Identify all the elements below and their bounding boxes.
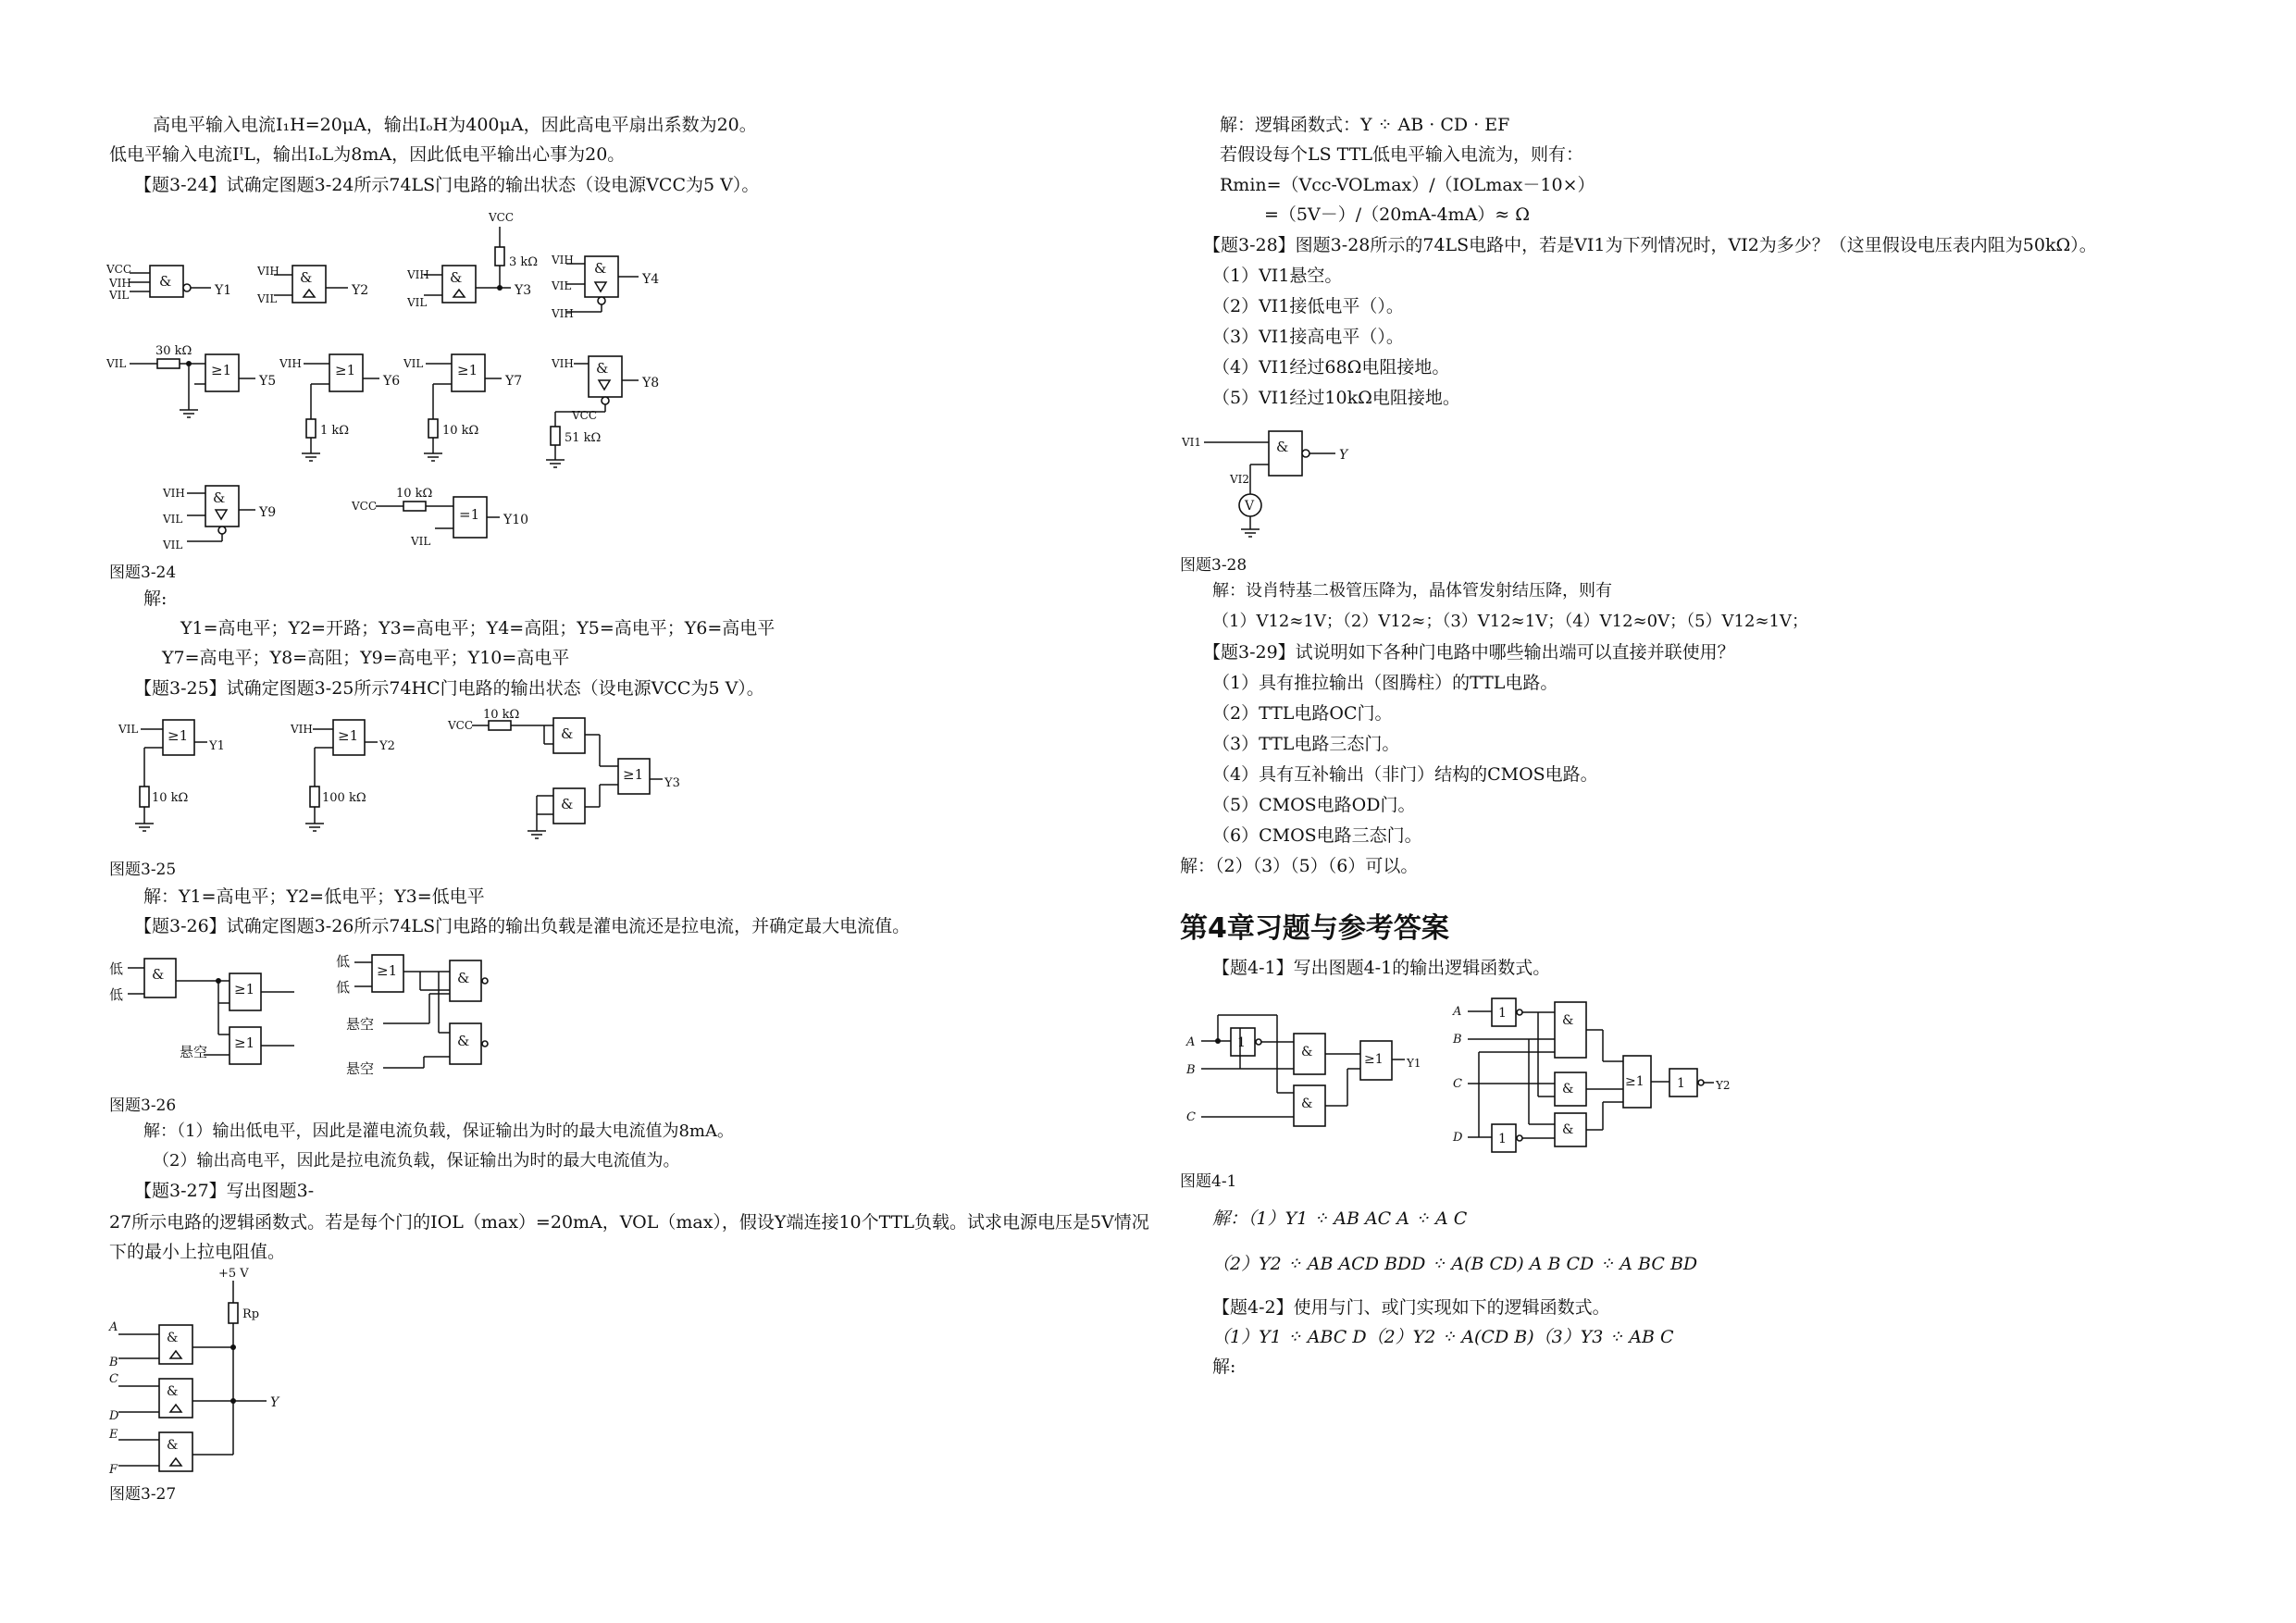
svg-text:VIL: VIL <box>109 289 130 302</box>
svg-text:Y3: Y3 <box>664 776 680 790</box>
svg-text:≥1: ≥1 <box>234 1035 255 1051</box>
figure-3-24 <box>102 208 685 560</box>
svg-text:悬空: 悬空 <box>180 1044 208 1060</box>
svg-text:C: C <box>109 1372 118 1386</box>
question-3-25: 【题3-25】试确定图题3-25所示74HC门电路的输出状态（设电源VCC为5 V）。 <box>134 678 764 699</box>
question-3-27-cont: 27所示电路的逻辑函数式。若是每个门的IOL（max）=20mA，VOL（max），假设Y端连接10个TTL负载。试求电源电压是5V情况 <box>109 1212 1149 1233</box>
question-3-27: 【题3-27】写出图题3- <box>134 1181 315 1201</box>
svg-text:VIL: VIL <box>407 296 428 309</box>
figure-3-28 <box>1180 426 1365 564</box>
svg-text:Y5: Y5 <box>259 374 277 389</box>
question-3-29-item: （2）TTL电路OC门。 <box>1212 703 1393 724</box>
svg-text:悬空: 悬空 <box>346 1060 375 1077</box>
question-4-2-items: （1）Y1 ⁘ ABC D（2）Y2 ⁘ A(CD B)（3）Y3 ⁘ AB C <box>1212 1327 1674 1347</box>
svg-text:30 kΩ: 30 kΩ <box>155 344 192 358</box>
svg-text:≥1: ≥1 <box>1364 1052 1384 1067</box>
svg-text:≥1: ≥1 <box>338 727 359 744</box>
svg-text:VIH: VIH <box>163 487 185 500</box>
svg-text:VCC: VCC <box>489 211 515 224</box>
svg-text:≥1: ≥1 <box>211 362 232 378</box>
question-3-28-item: （2）VI1接低电平（）。 <box>1212 296 1404 316</box>
answer-3-27-line3: Rmin=（Vcc-VOLmax）/（IOLmax－10×） <box>1220 175 1595 195</box>
answer-3-28-line1: 解：设肖特基二极管压降为，晶体管发射结压降，则有 <box>1212 581 1612 601</box>
question-3-29-item: （3）TTL电路三态门。 <box>1212 734 1400 754</box>
answer-4-1-line2: （2）Y2 ⁘ AB ACD BDD ⁘ A(B CD) A B CD ⁘ A BC BD <box>1212 1254 1698 1274</box>
svg-text:&: & <box>1276 439 1289 455</box>
svg-text:10 kΩ: 10 kΩ <box>442 424 479 438</box>
svg-text:51 kΩ: 51 kΩ <box>565 431 602 445</box>
answer-label: 解: <box>143 588 168 609</box>
svg-text:&: & <box>1562 1013 1574 1028</box>
svg-text:1: 1 <box>1498 1006 1507 1021</box>
svg-text:V: V <box>1245 499 1255 514</box>
svg-text:10 kΩ: 10 kΩ <box>152 791 189 805</box>
svg-text:Y2: Y2 <box>379 739 395 753</box>
svg-text:&: & <box>596 360 609 377</box>
figure-3-25 <box>109 708 701 849</box>
svg-text:10 kΩ: 10 kΩ <box>483 708 520 722</box>
svg-text:&: & <box>167 1331 179 1345</box>
svg-text:&: & <box>152 966 165 983</box>
question-3-29-item: （5）CMOS电路OD门。 <box>1212 795 1416 815</box>
question-4-1: 【题4-1】写出图题4-1的输出逻辑函数式。 <box>1212 958 1551 978</box>
svg-text:≥1: ≥1 <box>168 727 189 744</box>
svg-text:Y4: Y4 <box>642 272 660 287</box>
svg-text:A: A <box>109 1320 118 1334</box>
svg-text:VIL: VIL <box>403 357 424 370</box>
answer-3-29: 解：（2）（3）（5）（6）可以。 <box>1180 856 1419 876</box>
question-4-2: 【题4-2】使用与门、或门实现如下的逻辑函数式。 <box>1212 1297 1610 1318</box>
question-3-27-cont2: 下的最小上拉电阻值。 <box>109 1242 286 1262</box>
svg-text:&: & <box>1301 1096 1313 1111</box>
svg-text:VIH: VIH <box>257 265 279 278</box>
svg-text:悬空: 悬空 <box>346 1016 375 1033</box>
svg-text:VIL: VIL <box>163 539 183 551</box>
svg-text:低: 低 <box>336 979 351 996</box>
svg-text:&: & <box>300 269 313 286</box>
question-3-28: 【题3-28】图题3-28所示的74LS电路中，若是VI1为下列情况时，VI2为多少？（这里假设电压表内阻为50kΩ）。 <box>1203 235 2097 255</box>
svg-text:Y10: Y10 <box>503 513 529 527</box>
svg-text:Y: Y <box>1339 448 1348 463</box>
svg-text:Y2: Y2 <box>352 283 369 298</box>
svg-text:低: 低 <box>109 960 124 977</box>
svg-text:VIH: VIH <box>552 357 574 370</box>
svg-text:Y3: Y3 <box>515 283 532 298</box>
answer-3-26-line1: 解：（1）输出低电平，因此是灌电流负载，保证输出为时的最大电流值为8mA。 <box>143 1121 734 1141</box>
svg-text:VIH: VIH <box>109 277 131 290</box>
svg-text:Y9: Y9 <box>259 505 277 520</box>
question-3-26: 【题3-26】试确定图题3-26所示74LS门电路的输出负载是灌电流还是拉电流，并确定最大电流值。 <box>134 916 911 936</box>
svg-text:&: & <box>457 1033 470 1049</box>
svg-text:&: & <box>1301 1045 1313 1059</box>
svg-text:&: & <box>1562 1082 1574 1096</box>
svg-text:≥1: ≥1 <box>623 766 644 783</box>
svg-text:&: & <box>561 796 574 812</box>
svg-text:1: 1 <box>1237 1035 1246 1050</box>
svg-text:VIL: VIL <box>163 513 183 526</box>
question-3-29-item: （1）具有推拉输出（图腾柱）的TTL电路。 <box>1212 673 1558 693</box>
figure-3-27 <box>109 1268 313 1476</box>
svg-text:Y1: Y1 <box>1407 1057 1421 1070</box>
caption-3-24: 图题3-24 <box>109 564 177 582</box>
svg-text:≥1: ≥1 <box>335 362 356 378</box>
svg-text:VIL: VIL <box>552 279 572 292</box>
caption-4-1: 图题4-1 <box>1180 1172 1237 1191</box>
answer-3-27-line1: 解：逻辑函数式：Y ⁘ AB · CD · EF <box>1220 115 1510 135</box>
svg-text:1: 1 <box>1677 1076 1685 1091</box>
svg-text:10 kΩ: 10 kΩ <box>396 487 433 501</box>
svg-text:VCC: VCC <box>352 500 378 513</box>
answer-3-24-line1: Y1=高电平；Y2=开路；Y3=高电平；Y4=高阻；Y5=高电平；Y6=高电平 <box>180 618 776 638</box>
svg-text:A: A <box>1453 1005 1462 1019</box>
answer-3-25: 解：Y1=高电平；Y2=低电平；Y3=低电平 <box>143 886 485 907</box>
svg-text:C: C <box>1453 1077 1462 1091</box>
question-3-28-item: （3）VI1接高电平（）。 <box>1212 327 1404 347</box>
question-3-28-item: （5）VI1经过10kΩ电阻接地。 <box>1212 388 1460 408</box>
svg-text:Rp: Rp <box>242 1307 260 1321</box>
svg-text:≥1: ≥1 <box>1625 1074 1644 1089</box>
figure-3-26 <box>109 953 516 1083</box>
question-3-28-item: （4）VI1经过68Ω电阻接地。 <box>1212 357 1450 378</box>
answer-3-24-line2: Y7=高电平；Y8=高阻；Y9=高电平；Y10=高电平 <box>162 648 570 668</box>
question-3-28-item: （1）VI1悬空。 <box>1212 266 1343 286</box>
svg-text:Y1: Y1 <box>209 739 225 753</box>
answer-3-27-line4: =（5V－）/（20mA-4mA）≈ Ω <box>1264 204 1531 225</box>
svg-text:VIH: VIH <box>552 307 574 320</box>
question-3-29-item: （4）具有互补输出（非门）结构的CMOS电路。 <box>1212 764 1598 785</box>
svg-text:≥1: ≥1 <box>234 981 255 997</box>
caption-3-28: 图题3-28 <box>1180 556 1247 575</box>
svg-text:≥1: ≥1 <box>457 362 478 378</box>
figure-4-1 <box>1185 995 1740 1161</box>
svg-text:&: & <box>594 260 607 277</box>
svg-text:VIH: VIH <box>552 254 574 266</box>
svg-text:VIH: VIH <box>279 357 302 370</box>
svg-text:A: A <box>1186 1035 1196 1049</box>
svg-text:≥1: ≥1 <box>377 962 398 979</box>
svg-text:&: & <box>1562 1122 1574 1137</box>
chapter-heading: 第4章习题与参考答案 <box>1180 912 1449 945</box>
svg-text:Y6: Y6 <box>383 374 401 389</box>
svg-text:&: & <box>457 970 470 986</box>
svg-text:VIL: VIL <box>118 723 139 736</box>
svg-text:&: & <box>167 1438 179 1453</box>
svg-text:VCC: VCC <box>448 719 474 732</box>
svg-text:E: E <box>109 1428 118 1442</box>
svg-text:=1: =1 <box>459 506 480 523</box>
svg-text:&: & <box>561 725 574 742</box>
svg-text:D: D <box>1453 1131 1463 1145</box>
question-3-24: 【题3-24】试确定图题3-24所示74LS门电路的输出状态（设电源VCC为5 V）。 <box>134 175 760 195</box>
answer-4-1-line1: 解：（1）Y1 ⁘ AB AC A ⁘ A C <box>1212 1208 1468 1229</box>
svg-text:Y7: Y7 <box>505 374 523 389</box>
question-3-29: 【题3-29】试说明如下各种门电路中哪些输出端可以直接并联使用？ <box>1203 642 1735 663</box>
svg-text:+5 V: +5 V <box>218 1267 249 1281</box>
question-3-29-item: （6）CMOS电路三态门。 <box>1212 825 1422 846</box>
svg-text:VIL: VIL <box>411 535 431 548</box>
svg-text:B: B <box>1186 1063 1196 1077</box>
answer-label: 解: <box>1212 1357 1236 1377</box>
svg-text:VI1: VI1 <box>1182 436 1202 449</box>
svg-text:C: C <box>1186 1110 1196 1124</box>
svg-text:低: 低 <box>336 953 351 970</box>
svg-text:B: B <box>1453 1033 1462 1047</box>
svg-text:&: & <box>213 489 226 506</box>
answer-3-26-line2: （2）输出高电平，因此是拉电流负载，保证输出为时的最大电流值为。 <box>153 1151 680 1171</box>
svg-text:VI2: VI2 <box>1230 473 1250 486</box>
svg-text:&: & <box>159 273 172 290</box>
svg-text:&: & <box>450 269 463 286</box>
svg-text:F: F <box>109 1463 118 1477</box>
svg-text:D: D <box>109 1409 119 1423</box>
svg-text:Y1: Y1 <box>215 283 232 298</box>
svg-text:VCC: VCC <box>572 409 598 422</box>
svg-text:1 kΩ: 1 kΩ <box>320 424 350 438</box>
text-line: 高电平输入电流I₁H=20μA，输出IₒH为400μA，因此高电平扇出系数为20。 <box>153 115 757 135</box>
svg-text:VIL: VIL <box>106 357 127 370</box>
svg-text:低: 低 <box>109 986 124 1003</box>
svg-text:1: 1 <box>1498 1132 1507 1146</box>
svg-text:VIL: VIL <box>257 292 278 305</box>
svg-text:3 kΩ: 3 kΩ <box>509 255 539 269</box>
caption-3-27: 图题3-27 <box>109 1485 177 1504</box>
svg-text:Y8: Y8 <box>642 376 660 390</box>
svg-text:VCC: VCC <box>106 263 132 276</box>
svg-text:&: & <box>167 1384 179 1399</box>
svg-text:100 kΩ: 100 kΩ <box>322 791 366 805</box>
svg-text:B: B <box>109 1356 118 1369</box>
caption-3-25: 图题3-25 <box>109 861 177 879</box>
svg-text:Y: Y <box>270 1395 279 1410</box>
svg-text:Y2: Y2 <box>1716 1079 1731 1092</box>
answer-3-28-line2: （1）V12≈1V；（2）V12≈；（3）V12≈1V；（4）V12≈0V；（5）V12≈1V； <box>1212 612 1808 631</box>
text-line: 低电平输入电流IᴵL，输出IₒL为8mA，因此低电平输出心事为20。 <box>109 144 626 165</box>
svg-text:VIH: VIH <box>407 268 429 281</box>
answer-3-27-line2: 若假设每个LS TTL低电平输入电流为，则有： <box>1220 144 1583 165</box>
caption-3-26: 图题3-26 <box>109 1096 177 1115</box>
svg-text:VIH: VIH <box>291 723 313 736</box>
